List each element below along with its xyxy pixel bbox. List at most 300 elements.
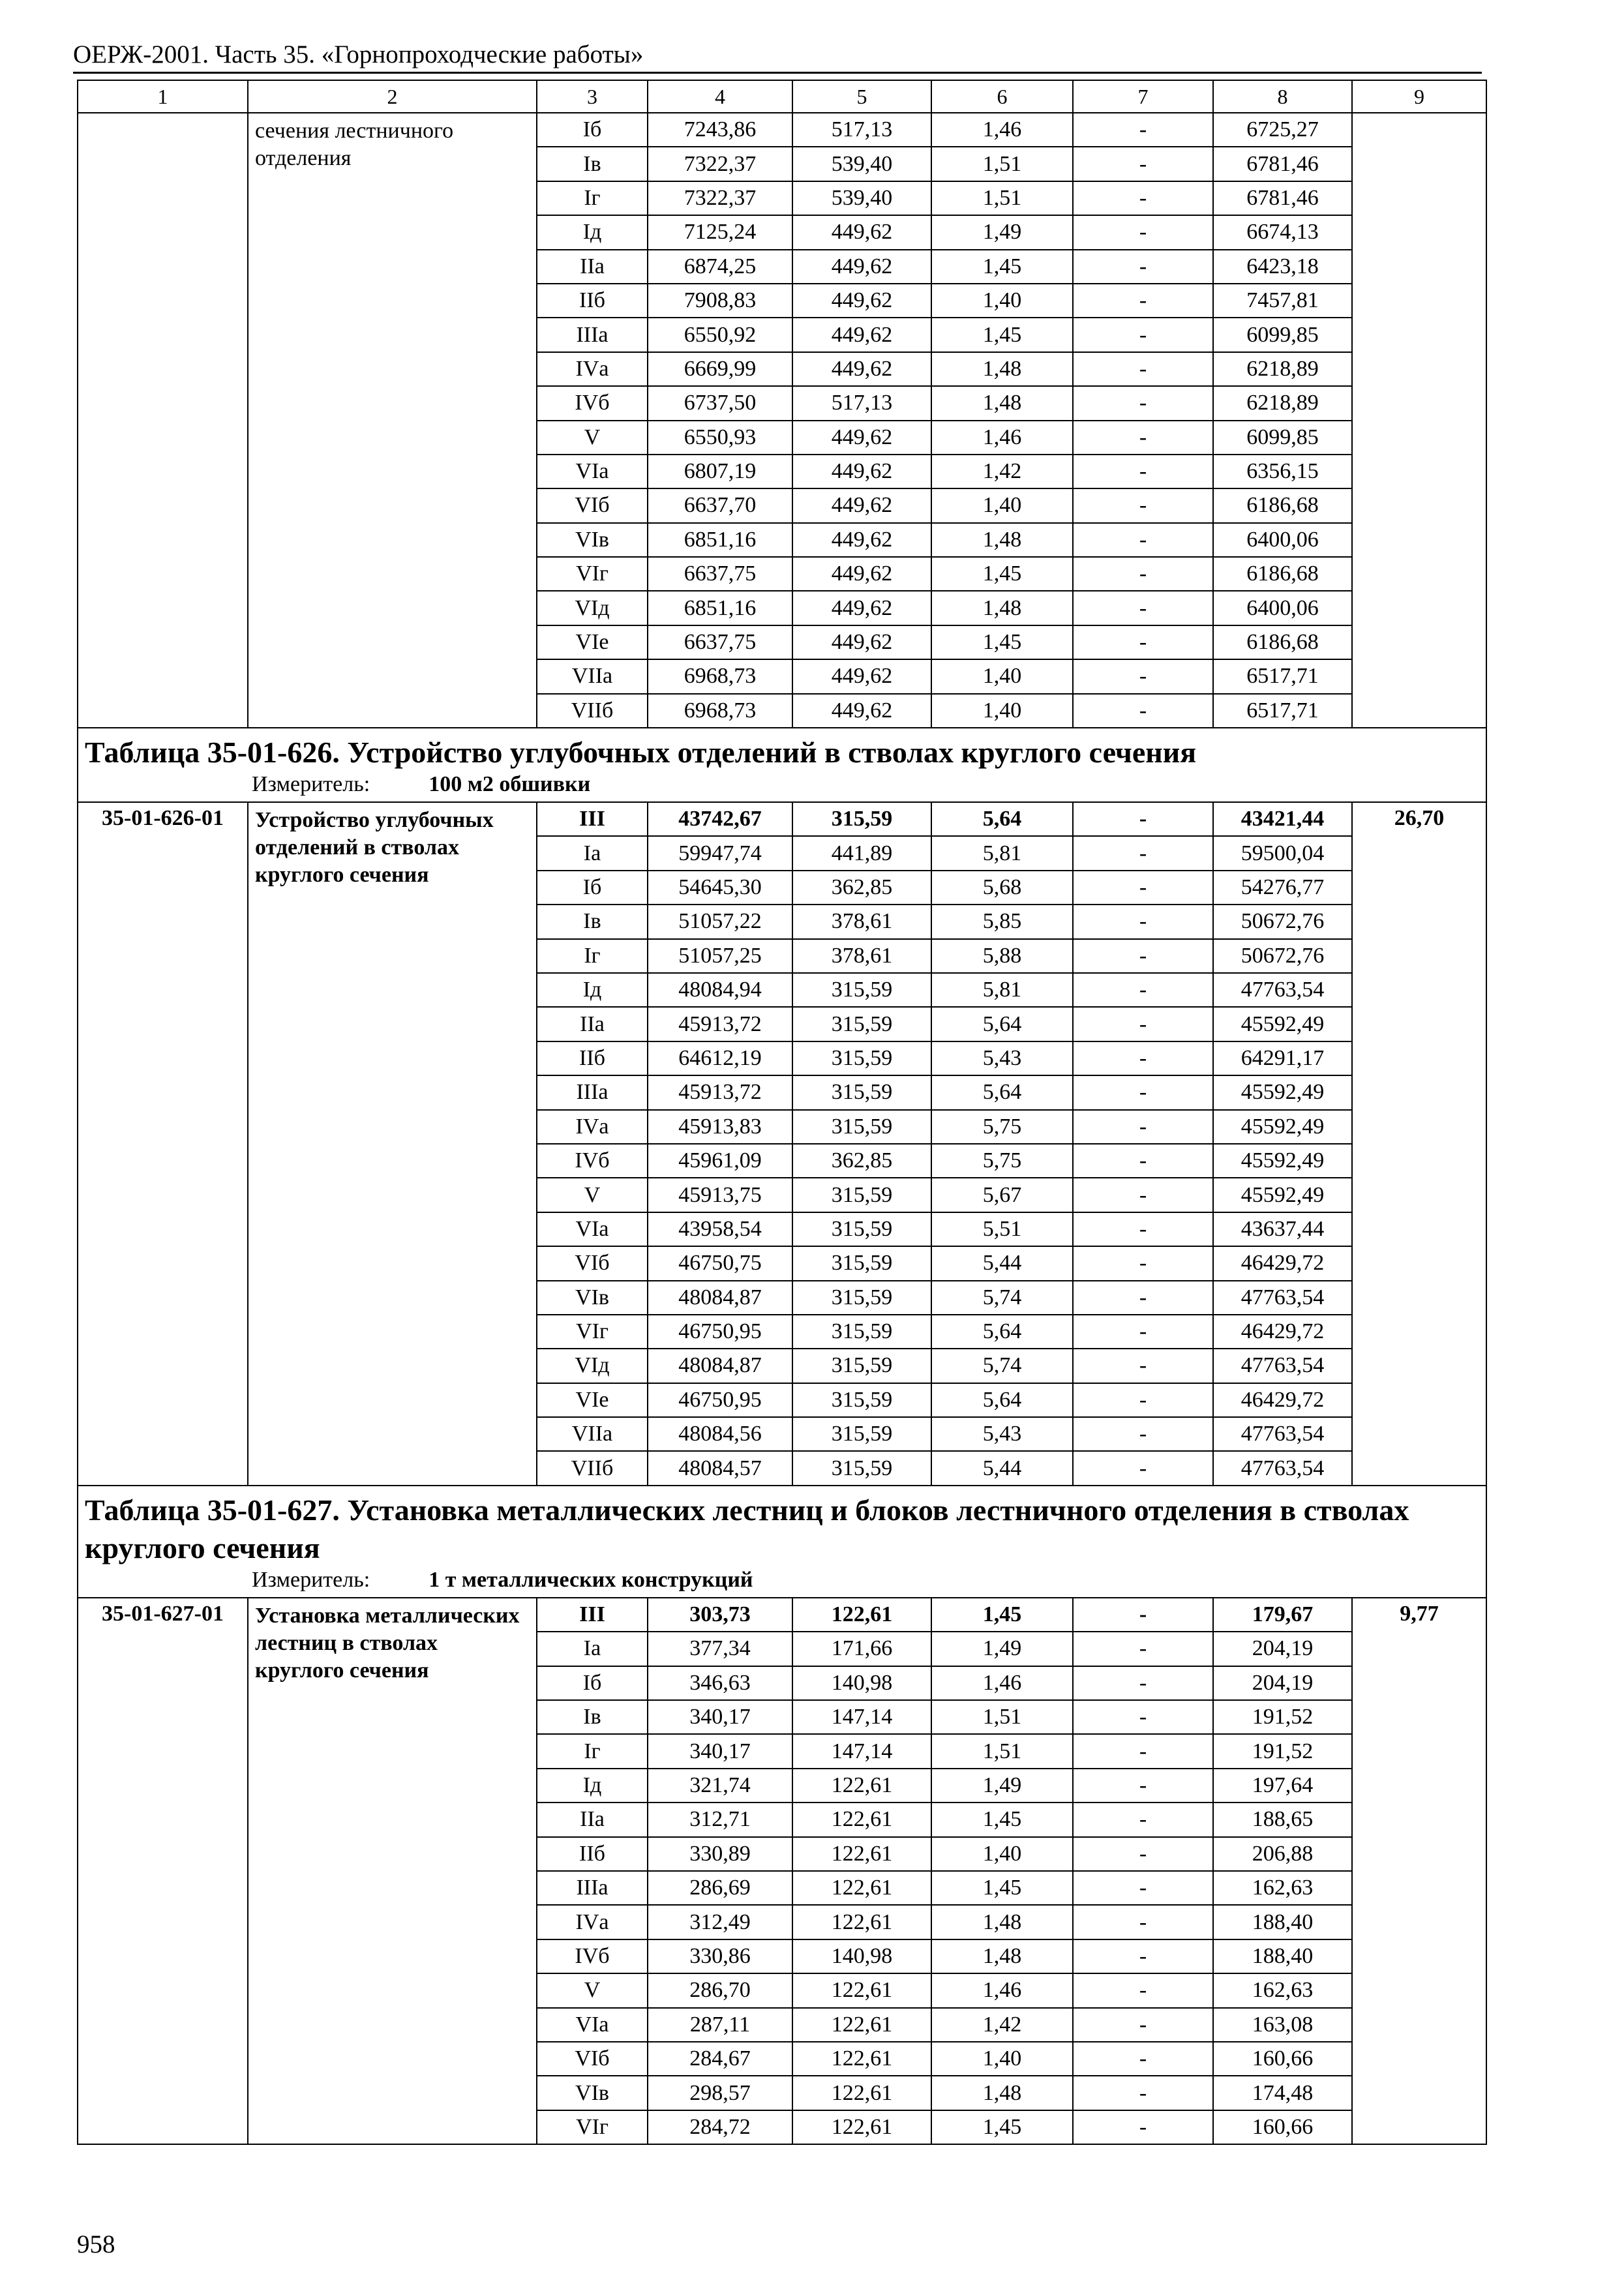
- wages: 449,62: [792, 352, 931, 386]
- wages: 449,62: [792, 215, 931, 249]
- total-cost: 45913,72: [648, 1075, 792, 1109]
- material-cost: 6781,46: [1213, 147, 1352, 181]
- wages: 122,61: [792, 1769, 931, 1803]
- total-cost: 6851,16: [648, 523, 792, 557]
- material-cost: 47763,54: [1213, 1281, 1352, 1315]
- material-cost: 188,40: [1213, 1939, 1352, 1973]
- page-header-title: ОЕРЖ-2001. Часть 35. «Горнопроходческие работы»: [73, 40, 644, 68]
- material-cost: 47763,54: [1213, 973, 1352, 1007]
- zone-code: IIIа: [537, 1871, 648, 1905]
- machinist-wages: -: [1073, 455, 1213, 488]
- wages: 315,59: [792, 973, 931, 1007]
- machinist-wages: -: [1073, 181, 1213, 215]
- wages: 140,98: [792, 1666, 931, 1700]
- material-cost: 163,08: [1213, 2008, 1352, 2042]
- material-cost: 6781,46: [1213, 181, 1352, 215]
- machine-cost: 5,68: [931, 871, 1073, 905]
- total-cost: 6637,70: [648, 488, 792, 522]
- zone-code: Iд: [537, 1769, 648, 1803]
- machine-cost: 1,40: [931, 694, 1073, 728]
- machinist-wages: -: [1073, 939, 1213, 973]
- machinist-wages: -: [1073, 1041, 1213, 1075]
- zone-code: VIа: [537, 2008, 648, 2042]
- machine-cost: 1,48: [931, 1939, 1073, 1973]
- machine-cost: 1,48: [931, 591, 1073, 625]
- column-number: 3: [537, 80, 648, 113]
- material-cost: 6099,85: [1213, 318, 1352, 352]
- wages: 449,62: [792, 523, 931, 557]
- machinist-wages: -: [1073, 1315, 1213, 1349]
- zone-code: IVа: [537, 1905, 648, 1939]
- machine-cost: 5,74: [931, 1349, 1073, 1383]
- wages: 449,62: [792, 694, 931, 728]
- wages: 315,59: [792, 1075, 931, 1109]
- zone-code: III: [537, 1598, 648, 1632]
- material-cost: 6400,06: [1213, 523, 1352, 557]
- machine-cost: 5,64: [931, 1315, 1073, 1349]
- material-cost: 45592,49: [1213, 1110, 1352, 1144]
- material-cost: 45592,49: [1213, 1007, 1352, 1041]
- zone-code: IIб: [537, 1041, 648, 1075]
- zone-code: VIIб: [537, 1451, 648, 1485]
- material-cost: 45592,49: [1213, 1144, 1352, 1178]
- wages: 122,61: [792, 2008, 931, 2042]
- zone-code: VIIа: [537, 1417, 648, 1451]
- zone-code: IIIа: [537, 318, 648, 352]
- wages: 315,59: [792, 1110, 931, 1144]
- zone-code: Iв: [537, 147, 648, 181]
- machine-cost: 5,44: [931, 1246, 1073, 1280]
- machine-cost: 1,40: [931, 284, 1073, 318]
- machinist-wages: -: [1073, 523, 1213, 557]
- wages: 449,62: [792, 557, 931, 591]
- total-cost: 48084,87: [648, 1281, 792, 1315]
- material-cost: 6356,15: [1213, 455, 1352, 488]
- total-cost: 6968,73: [648, 694, 792, 728]
- rates-table-body: [78, 80, 1486, 2144]
- zone-code: Iд: [537, 215, 648, 249]
- rate-code: 35-01-626-01: [78, 802, 248, 1486]
- wages: 315,59: [792, 1315, 931, 1349]
- wages: 517,13: [792, 113, 931, 147]
- column-number: 8: [1213, 80, 1352, 113]
- zone-code: VIе: [537, 1383, 648, 1417]
- wages: 441,89: [792, 836, 931, 870]
- total-cost: 43742,67: [648, 802, 792, 836]
- table-title: Таблица 35-01-627. Установка металлических лестниц и блоков лестничного отделения в стволах круглого сечения: [85, 1493, 1409, 1564]
- machinist-wages: -: [1073, 591, 1213, 625]
- machine-cost: 1,51: [931, 1700, 1073, 1734]
- machine-cost: 1,40: [931, 488, 1073, 522]
- material-cost: 191,52: [1213, 1734, 1352, 1768]
- machinist-wages: -: [1073, 694, 1213, 728]
- total-cost: 46750,95: [648, 1315, 792, 1349]
- table-title: Таблица 35-01-626. Устройство углубочных отделений в стволах круглого сечения: [85, 736, 1197, 770]
- material-cost: 179,67: [1213, 1598, 1352, 1632]
- machine-cost: 5,44: [931, 1451, 1073, 1485]
- unit-value: 1 т металлических конструкций: [429, 1567, 753, 1592]
- total-cost: 298,57: [648, 2076, 792, 2110]
- material-cost: 188,40: [1213, 1905, 1352, 1939]
- machine-cost: 5,43: [931, 1041, 1073, 1075]
- zone-code: Iв: [537, 905, 648, 938]
- machinist-wages: -: [1073, 2076, 1213, 2110]
- material-cost: 64291,17: [1213, 1041, 1352, 1075]
- machine-cost: 1,46: [931, 421, 1073, 455]
- zone-code: IVа: [537, 352, 648, 386]
- machine-cost: 1,40: [931, 1837, 1073, 1871]
- machinist-wages: -: [1073, 802, 1213, 836]
- material-cost: 6674,13: [1213, 215, 1352, 249]
- machine-cost: 1,46: [931, 113, 1073, 147]
- zone-code: VIе: [537, 625, 648, 659]
- zone-code: V: [537, 1973, 648, 2007]
- machine-cost: 1,40: [931, 2042, 1073, 2076]
- zone-code: VIв: [537, 1281, 648, 1315]
- machine-cost: 1,48: [931, 352, 1073, 386]
- wages: 315,59: [792, 1178, 931, 1212]
- total-cost: 6968,73: [648, 659, 792, 693]
- zone-code: IIа: [537, 1803, 648, 1836]
- machinist-wages: -: [1073, 250, 1213, 284]
- total-cost: 6874,25: [648, 250, 792, 284]
- machine-cost: 1,48: [931, 2076, 1073, 2110]
- wages: 122,61: [792, 2042, 931, 2076]
- wages: 315,59: [792, 1246, 931, 1280]
- total-cost: 48084,87: [648, 1349, 792, 1383]
- total-cost: 48084,56: [648, 1417, 792, 1451]
- total-cost: 286,70: [648, 1973, 792, 2007]
- wages: 517,13: [792, 386, 931, 420]
- wages: 362,85: [792, 871, 931, 905]
- machinist-wages: -: [1073, 1803, 1213, 1836]
- total-cost: 7125,24: [648, 215, 792, 249]
- work-name: Установка металлических лестниц в стволах круглого сечения: [248, 1598, 537, 2144]
- wages: 315,59: [792, 1451, 931, 1485]
- wages: 315,59: [792, 1007, 931, 1041]
- total-cost: 312,71: [648, 1803, 792, 1836]
- machine-cost: 1,51: [931, 181, 1073, 215]
- total-cost: 377,34: [648, 1632, 792, 1666]
- work-name: сечения лестничного отделения: [248, 113, 537, 728]
- machine-cost: 5,67: [931, 1178, 1073, 1212]
- zone-code: IIб: [537, 284, 648, 318]
- zone-code: VIб: [537, 488, 648, 522]
- machinist-wages: -: [1073, 1246, 1213, 1280]
- material-cost: 6517,71: [1213, 659, 1352, 693]
- rate-code: 35-01-627-01: [78, 1598, 248, 2144]
- measurement-unit: [85, 1567, 1481, 1593]
- zone-code: IVб: [537, 386, 648, 420]
- machine-cost: 1,46: [931, 1973, 1073, 2007]
- zone-code: IIа: [537, 1007, 648, 1041]
- total-cost: 312,49: [648, 1905, 792, 1939]
- machinist-wages: -: [1073, 352, 1213, 386]
- wages: 449,62: [792, 318, 931, 352]
- wages: 378,61: [792, 905, 931, 938]
- material-cost: 6186,68: [1213, 488, 1352, 522]
- machine-cost: 5,43: [931, 1417, 1073, 1451]
- total-cost: 64612,19: [648, 1041, 792, 1075]
- machinist-wages: -: [1073, 1871, 1213, 1905]
- zone-code: VIа: [537, 455, 648, 488]
- unit-value: 100 м2 обшивки: [429, 772, 591, 797]
- machinist-wages: -: [1073, 1837, 1213, 1871]
- zone-code: IIа: [537, 250, 648, 284]
- machine-cost: 1,42: [931, 455, 1073, 488]
- table-row: [78, 113, 1486, 147]
- machine-cost: 5,75: [931, 1144, 1073, 1178]
- material-cost: 46429,72: [1213, 1383, 1352, 1417]
- machinist-wages: -: [1073, 836, 1213, 870]
- labor-cost: 9,77: [1352, 1598, 1486, 2144]
- material-cost: 47763,54: [1213, 1417, 1352, 1451]
- column-number: 1: [78, 80, 248, 113]
- material-cost: 59500,04: [1213, 836, 1352, 870]
- material-cost: 6186,68: [1213, 625, 1352, 659]
- wages: 147,14: [792, 1700, 931, 1734]
- zone-code: VIг: [537, 2110, 648, 2144]
- zone-code: VIд: [537, 591, 648, 625]
- machinist-wages: -: [1073, 1349, 1213, 1383]
- material-cost: 206,88: [1213, 1837, 1352, 1871]
- machine-cost: 1,45: [931, 318, 1073, 352]
- material-cost: 6218,89: [1213, 386, 1352, 420]
- machinist-wages: -: [1073, 557, 1213, 591]
- machine-cost: 5,85: [931, 905, 1073, 938]
- wages: 449,62: [792, 284, 931, 318]
- material-cost: 6218,89: [1213, 352, 1352, 386]
- total-cost: 284,72: [648, 2110, 792, 2144]
- machine-cost: 1,45: [931, 1598, 1073, 1632]
- total-cost: 6669,99: [648, 352, 792, 386]
- total-cost: 7322,37: [648, 147, 792, 181]
- total-cost: 48084,57: [648, 1451, 792, 1485]
- machine-cost: 1,48: [931, 523, 1073, 557]
- total-cost: 286,69: [648, 1871, 792, 1905]
- machinist-wages: -: [1073, 1212, 1213, 1246]
- total-cost: 330,89: [648, 1837, 792, 1871]
- total-cost: 346,63: [648, 1666, 792, 1700]
- section-header-row: [78, 1486, 1486, 1598]
- column-number: 6: [931, 80, 1073, 113]
- total-cost: 321,74: [648, 1769, 792, 1803]
- material-cost: 6725,27: [1213, 113, 1352, 147]
- machine-cost: 5,64: [931, 802, 1073, 836]
- total-cost: 51057,25: [648, 939, 792, 973]
- material-cost: 197,64: [1213, 1769, 1352, 1803]
- rate-code: [78, 113, 248, 728]
- total-cost: 287,11: [648, 2008, 792, 2042]
- machine-cost: 1,49: [931, 215, 1073, 249]
- wages: 315,59: [792, 1281, 931, 1315]
- machinist-wages: -: [1073, 1417, 1213, 1451]
- total-cost: 6637,75: [648, 625, 792, 659]
- wages: 122,61: [792, 1837, 931, 1871]
- wages: 122,61: [792, 1598, 931, 1632]
- column-number-row: [78, 80, 1486, 113]
- material-cost: 204,19: [1213, 1666, 1352, 1700]
- material-cost: 6186,68: [1213, 557, 1352, 591]
- total-cost: 340,17: [648, 1700, 792, 1734]
- machinist-wages: -: [1073, 2042, 1213, 2076]
- total-cost: 45913,83: [648, 1110, 792, 1144]
- wages: 315,59: [792, 1383, 931, 1417]
- measurement-unit: [85, 771, 1481, 798]
- machinist-wages: -: [1073, 147, 1213, 181]
- zone-code: VIб: [537, 1246, 648, 1280]
- machinist-wages: -: [1073, 1734, 1213, 1768]
- material-cost: 162,63: [1213, 1871, 1352, 1905]
- zone-code: IVб: [537, 1939, 648, 1973]
- total-cost: 54645,30: [648, 871, 792, 905]
- machine-cost: 1,51: [931, 147, 1073, 181]
- unit-label: Измеритель:: [252, 772, 370, 797]
- column-number: 9: [1352, 80, 1486, 113]
- total-cost: 46750,75: [648, 1246, 792, 1280]
- machine-cost: 5,51: [931, 1212, 1073, 1246]
- zone-code: Iг: [537, 1734, 648, 1768]
- machinist-wages: -: [1073, 1632, 1213, 1666]
- labor-cost: [1352, 113, 1486, 728]
- table-row: [78, 1598, 1486, 1632]
- zone-code: VIв: [537, 2076, 648, 2110]
- machinist-wages: -: [1073, 1973, 1213, 2007]
- zone-code: VIв: [537, 523, 648, 557]
- zone-code: VIг: [537, 1315, 648, 1349]
- wages: 171,66: [792, 1632, 931, 1666]
- zone-code: IVа: [537, 1110, 648, 1144]
- machinist-wages: -: [1073, 215, 1213, 249]
- material-cost: 46429,72: [1213, 1315, 1352, 1349]
- wages: 449,62: [792, 625, 931, 659]
- zone-code: Iа: [537, 1632, 648, 1666]
- zone-code: Iв: [537, 1700, 648, 1734]
- zone-code: V: [537, 421, 648, 455]
- machinist-wages: -: [1073, 1007, 1213, 1041]
- zone-code: VIг: [537, 557, 648, 591]
- total-cost: 330,86: [648, 1939, 792, 1973]
- machine-cost: 1,45: [931, 625, 1073, 659]
- material-cost: 204,19: [1213, 1632, 1352, 1666]
- machine-cost: 5,64: [931, 1007, 1073, 1041]
- machinist-wages: -: [1073, 625, 1213, 659]
- machine-cost: 1,48: [931, 386, 1073, 420]
- column-number: 7: [1073, 80, 1213, 113]
- total-cost: 59947,74: [648, 836, 792, 870]
- material-cost: 46429,72: [1213, 1246, 1352, 1280]
- machine-cost: 1,48: [931, 1905, 1073, 1939]
- machinist-wages: -: [1073, 1905, 1213, 1939]
- wages: 122,61: [792, 2076, 931, 2110]
- zone-code: Iб: [537, 871, 648, 905]
- zone-code: Iд: [537, 973, 648, 1007]
- wages: 539,40: [792, 181, 931, 215]
- machine-cost: 1,40: [931, 659, 1073, 693]
- material-cost: 6517,71: [1213, 694, 1352, 728]
- zone-code: IIб: [537, 1837, 648, 1871]
- zone-code: III: [537, 802, 648, 836]
- machinist-wages: -: [1073, 1769, 1213, 1803]
- column-number: 2: [248, 80, 537, 113]
- material-cost: 47763,54: [1213, 1451, 1352, 1485]
- machine-cost: 5,64: [931, 1075, 1073, 1109]
- section-header: [78, 1486, 1486, 1598]
- total-cost: 303,73: [648, 1598, 792, 1632]
- zone-code: IVб: [537, 1144, 648, 1178]
- material-cost: 45592,49: [1213, 1075, 1352, 1109]
- material-cost: 43637,44: [1213, 1212, 1352, 1246]
- total-cost: 284,67: [648, 2042, 792, 2076]
- material-cost: 162,63: [1213, 1973, 1352, 2007]
- machine-cost: 1,49: [931, 1769, 1073, 1803]
- wages: 449,62: [792, 488, 931, 522]
- zone-code: Iг: [537, 939, 648, 973]
- material-cost: 174,48: [1213, 2076, 1352, 2110]
- zone-code: VIIб: [537, 694, 648, 728]
- material-cost: 47763,54: [1213, 1349, 1352, 1383]
- total-cost: 51057,22: [648, 905, 792, 938]
- machine-cost: 5,75: [931, 1110, 1073, 1144]
- machinist-wages: -: [1073, 2110, 1213, 2144]
- material-cost: 160,66: [1213, 2110, 1352, 2144]
- wages: 122,61: [792, 1905, 931, 1939]
- machinist-wages: -: [1073, 1110, 1213, 1144]
- machinist-wages: -: [1073, 318, 1213, 352]
- wages: 122,61: [792, 1973, 931, 2007]
- total-cost: 7908,83: [648, 284, 792, 318]
- column-number: 4: [648, 80, 792, 113]
- table-row: [78, 802, 1486, 836]
- machinist-wages: -: [1073, 905, 1213, 938]
- total-cost: 6550,93: [648, 421, 792, 455]
- material-cost: 188,65: [1213, 1803, 1352, 1836]
- machinist-wages: -: [1073, 1451, 1213, 1485]
- zone-code: Iб: [537, 1666, 648, 1700]
- wages: 315,59: [792, 802, 931, 836]
- machinist-wages: -: [1073, 1075, 1213, 1109]
- wages: 122,61: [792, 1803, 931, 1836]
- machinist-wages: -: [1073, 113, 1213, 147]
- machinist-wages: -: [1073, 871, 1213, 905]
- machinist-wages: -: [1073, 1939, 1213, 1973]
- machinist-wages: -: [1073, 1383, 1213, 1417]
- machinist-wages: -: [1073, 659, 1213, 693]
- machine-cost: 1,49: [931, 1632, 1073, 1666]
- machinist-wages: -: [1073, 1700, 1213, 1734]
- total-cost: 6637,75: [648, 557, 792, 591]
- total-cost: 7322,37: [648, 181, 792, 215]
- wages: 449,62: [792, 591, 931, 625]
- material-cost: 6423,18: [1213, 250, 1352, 284]
- wages: 362,85: [792, 1144, 931, 1178]
- wages: 315,59: [792, 1041, 931, 1075]
- machinist-wages: -: [1073, 2008, 1213, 2042]
- section-header-row: [78, 728, 1486, 802]
- zone-code: VIа: [537, 1212, 648, 1246]
- material-cost: 191,52: [1213, 1700, 1352, 1734]
- total-cost: 7243,86: [648, 113, 792, 147]
- wages: 539,40: [792, 147, 931, 181]
- wages: 122,61: [792, 1871, 931, 1905]
- total-cost: 45913,72: [648, 1007, 792, 1041]
- column-number: 5: [792, 80, 931, 113]
- material-cost: 54276,77: [1213, 871, 1352, 905]
- material-cost: 50672,76: [1213, 905, 1352, 938]
- machinist-wages: -: [1073, 1598, 1213, 1632]
- total-cost: 46750,95: [648, 1383, 792, 1417]
- wages: 315,59: [792, 1349, 931, 1383]
